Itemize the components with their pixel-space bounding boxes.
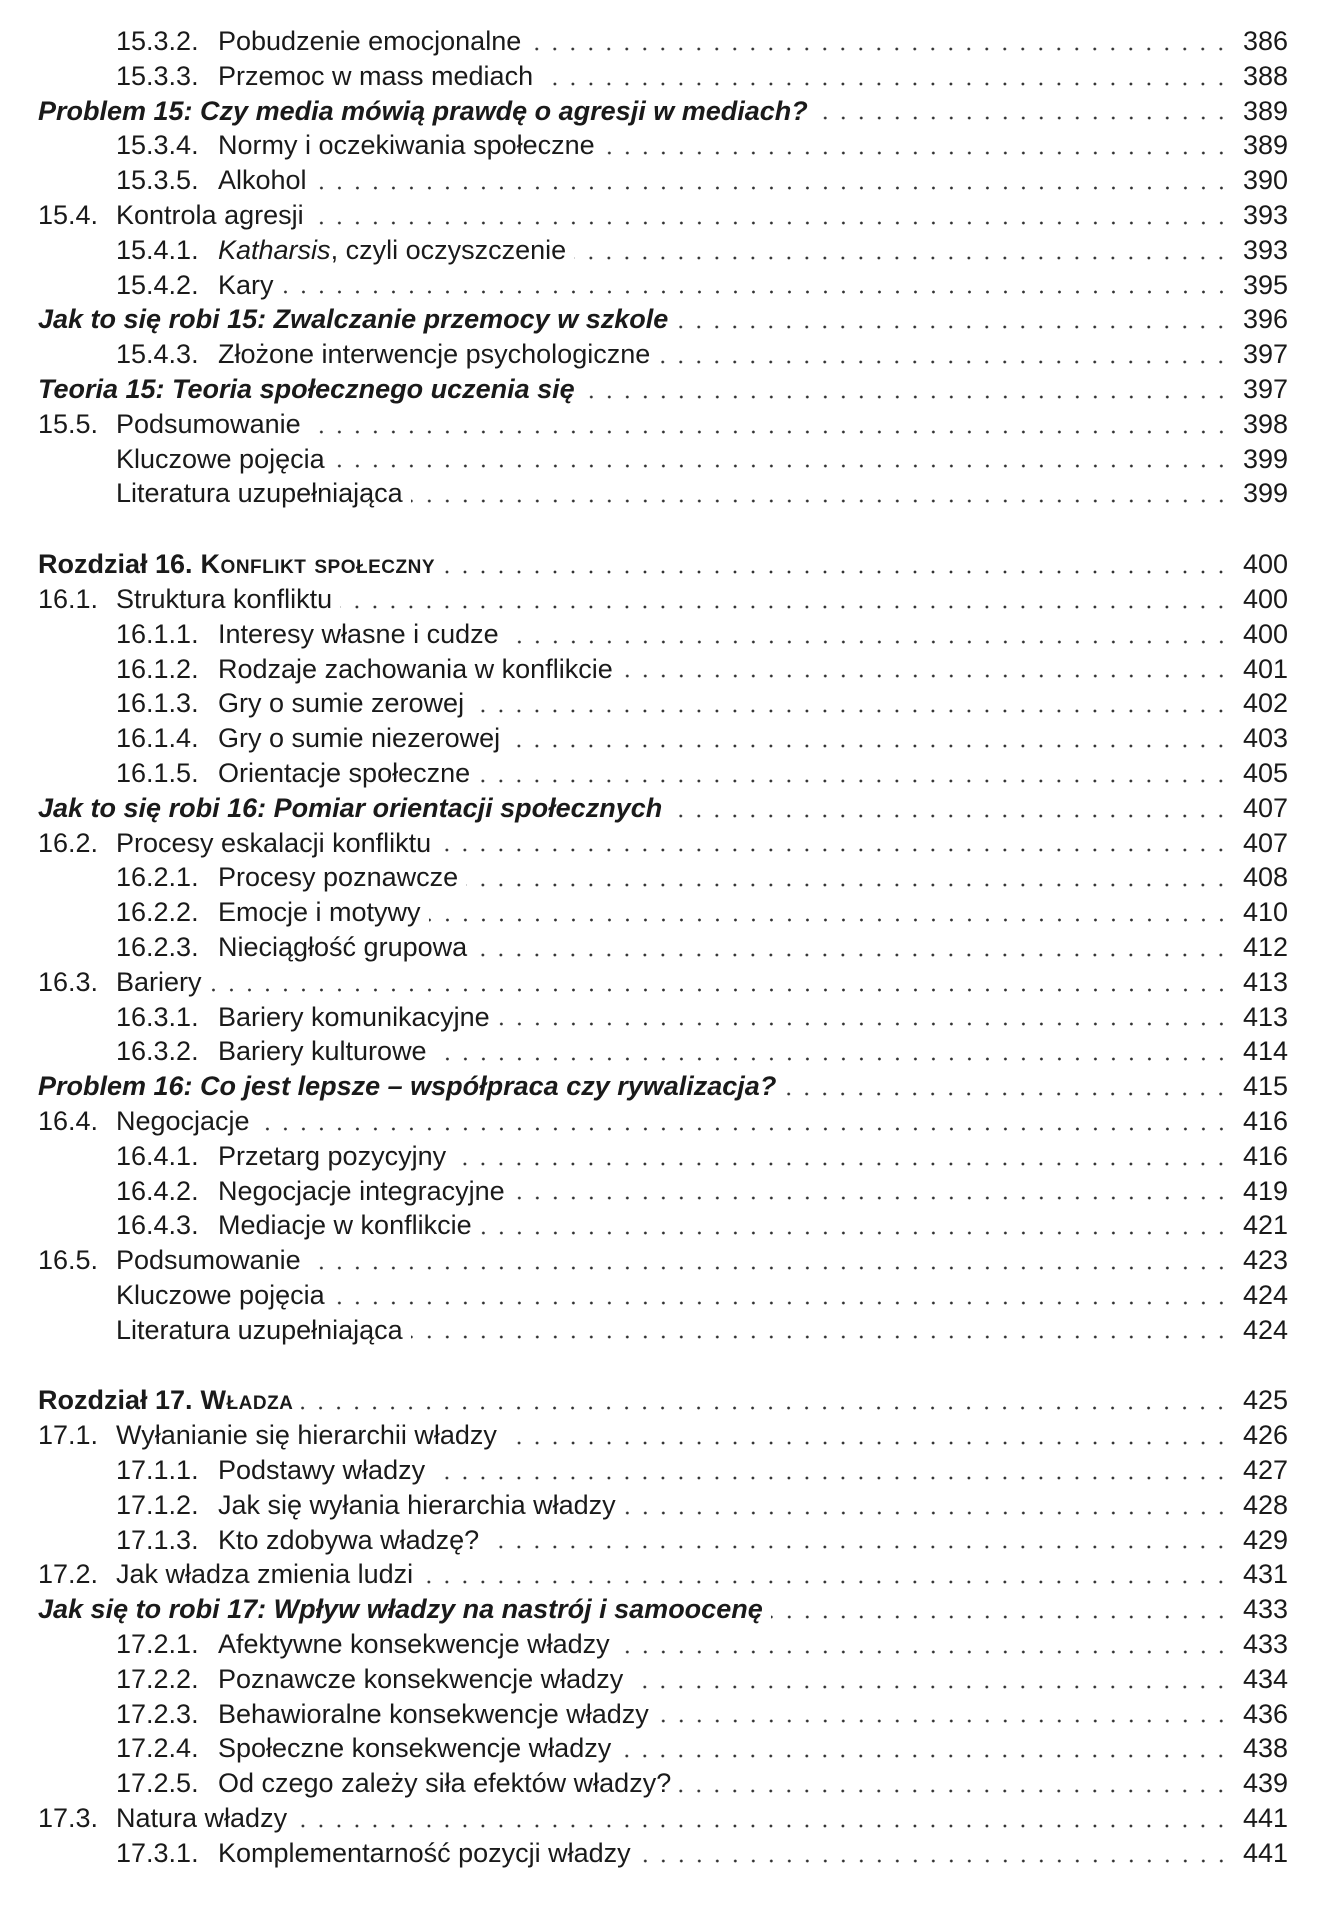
page-number: 393 — [1242, 234, 1288, 265]
entry-number: 16.3. — [38, 966, 99, 997]
toc-entry — [38, 442, 1288, 477]
entry-title: Struktura konfliktu — [116, 583, 333, 614]
table-of-contents — [38, 24, 1288, 1871]
entry-title: Kary — [218, 269, 274, 300]
dot-leader — [295, 1824, 1230, 1828]
dot-leader — [312, 221, 1230, 225]
dot-leader — [309, 1266, 1230, 1270]
entry-number: 16.1.2. — [116, 653, 199, 684]
dot-leader — [618, 1650, 1230, 1654]
entry-number: 15.4. — [38, 199, 99, 230]
entry-number: 17.3.1. — [116, 1837, 199, 1868]
toc-entry — [38, 1104, 1288, 1139]
page-number: 399 — [1242, 443, 1288, 474]
toc-entry — [38, 756, 1288, 791]
entry-number: Rozdział 17. — [38, 1385, 193, 1416]
entry-title: Afektywne konsekwencje władzy — [218, 1629, 610, 1660]
entry-title: Jak się wyłania hierarchia władzy — [218, 1489, 616, 1520]
dot-leader — [784, 1092, 1230, 1096]
toc-entry — [38, 1488, 1288, 1523]
entry-number: 17.2.5. — [116, 1768, 199, 1799]
dot-leader — [333, 464, 1230, 468]
entry-number: 16.1.3. — [116, 688, 199, 719]
entry-number: 17.1.3. — [116, 1524, 199, 1555]
toc-entry — [38, 1139, 1288, 1174]
dot-leader — [478, 779, 1230, 783]
dot-leader — [475, 953, 1230, 957]
entry-title: Bariery kulturowe — [218, 1036, 427, 1067]
page-number: 389 — [1242, 95, 1288, 126]
dot-leader — [210, 988, 1230, 992]
page-number: 423 — [1242, 1245, 1288, 1276]
entry-title: Od czego zależy siła efektów władzy? — [218, 1768, 672, 1799]
entry-number: 15.5. — [38, 408, 99, 439]
page-number: 402 — [1242, 688, 1288, 719]
dot-leader — [619, 1754, 1230, 1758]
entry-title: Interesy własne i cudze — [218, 618, 499, 649]
entry-title: Podstawy władzy — [218, 1455, 426, 1486]
dot-leader — [340, 605, 1230, 609]
dot-leader — [621, 674, 1230, 678]
toc-entry — [38, 1731, 1288, 1766]
entry-title: Kontrola agresji — [116, 199, 304, 230]
dot-leader — [529, 47, 1230, 51]
page-number: 413 — [1242, 966, 1288, 997]
dot-leader — [333, 1301, 1230, 1305]
dot-leader — [439, 848, 1230, 852]
page-number: 413 — [1242, 1001, 1288, 1032]
dot-leader — [670, 814, 1230, 818]
dot-leader — [258, 1127, 1230, 1131]
entry-title: Behawioralne konsekwencje władzy — [218, 1698, 649, 1729]
entry-number: 15.4.1. — [116, 234, 199, 265]
entry-number: 16.2.3. — [116, 931, 199, 962]
page-number: 424 — [1242, 1314, 1288, 1345]
page-number: 415 — [1242, 1071, 1288, 1102]
entry-number: 16.4.1. — [116, 1140, 199, 1171]
entry-title: Złożone interwencje psychologiczne — [218, 339, 651, 370]
dot-leader — [433, 1476, 1230, 1480]
dot-leader — [443, 570, 1230, 574]
toc-entry — [38, 1627, 1288, 1662]
entry-number: 16.2.1. — [116, 862, 199, 893]
page-number: 396 — [1242, 304, 1288, 335]
toc-entry — [38, 1174, 1288, 1209]
entry-title: Mediacje w konflikcie — [218, 1210, 472, 1241]
entry-title: Kluczowe pojęcia — [116, 443, 325, 474]
toc-entry — [38, 163, 1288, 198]
toc-entry — [38, 407, 1288, 442]
dot-leader — [583, 395, 1230, 399]
dot-leader — [421, 1580, 1230, 1584]
dot-leader — [498, 1022, 1230, 1026]
entry-title: Społeczne konsekwencje władzy — [218, 1733, 612, 1764]
dot-leader — [315, 186, 1230, 190]
page-number: 393 — [1242, 199, 1288, 230]
page-number: 388 — [1242, 60, 1288, 91]
dot-leader — [679, 1789, 1230, 1793]
toc-entry — [38, 1801, 1288, 1836]
toc-entry — [38, 198, 1288, 233]
entry-title: Problem 16: Co jest lepsze – współpraca czy rywalizacja? — [38, 1071, 777, 1102]
toc-entry — [38, 1208, 1288, 1243]
toc-entry — [38, 582, 1288, 617]
page-number: 438 — [1242, 1733, 1288, 1764]
page-number: 433 — [1242, 1594, 1288, 1625]
toc-entry — [38, 895, 1288, 930]
entry-number: 15.3.3. — [116, 60, 199, 91]
dot-leader — [309, 430, 1230, 434]
toc-entry — [38, 826, 1288, 861]
toc-entry — [38, 1000, 1288, 1035]
dot-leader — [639, 1859, 1230, 1863]
dot-leader — [603, 151, 1230, 155]
dot-leader — [429, 918, 1230, 922]
toc-entry — [38, 1313, 1288, 1348]
dot-leader — [505, 1441, 1230, 1445]
entry-number: 15.3.5. — [116, 165, 199, 196]
page-number: 405 — [1242, 757, 1288, 788]
entry-title: Gry o sumie zerowej — [218, 688, 465, 719]
toc-entry — [38, 1697, 1288, 1732]
toc-entry — [38, 1243, 1288, 1278]
dot-leader — [631, 1685, 1230, 1689]
dot-leader — [658, 360, 1230, 364]
toc-entry — [38, 965, 1288, 1000]
dot-leader — [816, 116, 1230, 120]
toc-entry — [38, 686, 1288, 721]
entry-number: 16.1.1. — [116, 618, 199, 649]
page-number: 434 — [1242, 1663, 1288, 1694]
entry-title: Bariery komunikacyjne — [218, 1001, 490, 1032]
toc-entry — [38, 1662, 1288, 1697]
entry-title: Emocje i motywy — [218, 897, 421, 928]
toc-entry — [38, 721, 1288, 756]
page-number: 416 — [1242, 1105, 1288, 1136]
dot-leader — [435, 1057, 1230, 1061]
toc-entry — [38, 860, 1288, 895]
entry-title: Negocjacje integracyjne — [218, 1175, 505, 1206]
entry-number: 17.1. — [38, 1420, 99, 1451]
page-number: 390 — [1242, 165, 1288, 196]
toc-entry — [38, 1453, 1288, 1488]
dot-leader — [771, 1615, 1230, 1619]
page-number: 425 — [1242, 1385, 1288, 1416]
entry-number: Rozdział 16. — [38, 549, 193, 580]
toc-entry — [38, 337, 1288, 372]
entry-title: Literatura uzupełniająca — [116, 478, 403, 509]
page-number: 403 — [1242, 723, 1288, 754]
page-number: 400 — [1242, 583, 1288, 614]
entry-title: Teoria 15: Teoria społecznego uczenia się — [38, 373, 575, 404]
entry-number: 16.1.4. — [116, 723, 199, 754]
entry-title: Jak to się robi 16: Pomiar orientacji społecznych — [38, 792, 663, 823]
entry-title-rest: , czyli oczyszczenie — [330, 234, 567, 265]
entry-title: Negocjacje — [116, 1105, 250, 1136]
entry-title: Gry o sumie niezerowej — [218, 723, 501, 754]
entry-number: 17.2.4. — [116, 1733, 199, 1764]
entry-number: 16.2. — [38, 827, 99, 858]
page-number: 407 — [1242, 827, 1288, 858]
entry-title: Jak władza zmienia ludzi — [116, 1559, 414, 1590]
entry-number: 16.1. — [38, 583, 99, 614]
dot-leader — [507, 640, 1230, 644]
entry-number: 17.2.2. — [116, 1663, 199, 1694]
page-number: 441 — [1242, 1803, 1288, 1834]
toc-entry — [38, 1766, 1288, 1801]
entry-title: Jak to się robi 15: Zwalczanie przemocy w szkole — [38, 304, 669, 335]
entry-number: 16.4.2. — [116, 1175, 199, 1206]
entry-title: Jak się to robi 17: Wpływ władzy na nastrój i samoocenę — [38, 1594, 763, 1625]
entry-title: Normy i oczekiwania społeczne — [218, 130, 595, 161]
dot-leader — [466, 883, 1230, 887]
entry-number: 17.2.3. — [116, 1698, 199, 1729]
dot-leader — [624, 1511, 1230, 1515]
toc-entry — [38, 476, 1288, 511]
page-number: 441 — [1242, 1837, 1288, 1868]
page-number: 428 — [1242, 1489, 1288, 1520]
toc-entry — [38, 1034, 1288, 1069]
toc-entry — [38, 128, 1288, 163]
toc-entry — [38, 1836, 1288, 1871]
page-number: 416 — [1242, 1140, 1288, 1171]
entry-title: Procesy poznawcze — [218, 862, 459, 893]
page-number: 421 — [1242, 1210, 1288, 1241]
toc-entry — [38, 94, 1288, 129]
page-number: 397 — [1242, 339, 1288, 370]
entry-title: Konflikt społeczny — [200, 549, 435, 580]
page-number: 439 — [1242, 1768, 1288, 1799]
entry-title: Władza — [200, 1385, 294, 1416]
entry-number: 16.3.2. — [116, 1036, 199, 1067]
entry-title: Wyłanianie się hierarchii władzy — [116, 1420, 497, 1451]
entry-number: 16.4. — [38, 1105, 99, 1136]
entry-title: Rodzaje zachowania w konflikcie — [218, 653, 613, 684]
dot-leader — [282, 290, 1230, 294]
toc-entry — [38, 268, 1288, 303]
page-number: 429 — [1242, 1524, 1288, 1555]
toc-entry — [38, 1383, 1288, 1418]
page-number: 424 — [1242, 1279, 1288, 1310]
entry-number: 16.1.5. — [116, 757, 199, 788]
toc-entry — [38, 1069, 1288, 1104]
page-number: 400 — [1242, 549, 1288, 580]
entry-number: 15.4.3. — [116, 339, 199, 370]
toc-entry — [38, 1418, 1288, 1453]
entry-number: 17.3. — [38, 1803, 99, 1834]
page-number: 401 — [1242, 653, 1288, 684]
entry-title: Przemoc w mass mediach — [218, 60, 534, 91]
entry-number: 17.1.2. — [116, 1489, 199, 1520]
page-number: 433 — [1242, 1629, 1288, 1660]
entry-title: Kto zdobywa władzę? — [218, 1524, 480, 1555]
page-number: 426 — [1242, 1420, 1288, 1451]
page-number: 436 — [1242, 1698, 1288, 1729]
entry-title: Przetarg pozycyjny — [218, 1140, 447, 1171]
entry-title: Bariery — [116, 966, 202, 997]
page-number: 408 — [1242, 862, 1288, 893]
page-number: 389 — [1242, 130, 1288, 161]
dot-leader — [574, 256, 1230, 260]
entry-title: Podsumowanie — [116, 408, 301, 439]
entry-title: Alkohol — [218, 165, 307, 196]
dot-leader — [508, 744, 1230, 748]
entry-title — [218, 233, 566, 268]
toc-entry — [38, 617, 1288, 652]
page-number: 397 — [1242, 373, 1288, 404]
entry-title: Pobudzenie emocjonalne — [218, 26, 522, 56]
dot-leader — [411, 1335, 1230, 1339]
dot-leader — [487, 1545, 1230, 1549]
toc-entry — [38, 1523, 1288, 1558]
page-number: 395 — [1242, 269, 1288, 300]
page-number: 410 — [1242, 897, 1288, 928]
entry-number: 16.2.2. — [116, 897, 199, 928]
page-number: 400 — [1242, 618, 1288, 649]
entry-title: Procesy eskalacji konfliktu — [116, 827, 432, 858]
entry-number: 17.1.1. — [116, 1455, 199, 1486]
entry-title: Literatura uzupełniająca — [116, 1314, 403, 1345]
page-number: 412 — [1242, 931, 1288, 962]
toc-entry — [38, 59, 1288, 94]
toc-entry — [38, 24, 1288, 59]
page-number: 386 — [1242, 26, 1288, 56]
entry-title: Problem 15: Czy media mówią prawdę o agresji w mediach? — [38, 95, 808, 126]
dot-leader — [411, 499, 1230, 503]
entry-number: 15.3.2. — [116, 26, 199, 56]
entry-number: 16.3.1. — [116, 1001, 199, 1032]
toc-entry — [38, 372, 1288, 407]
toc-entry — [38, 1592, 1288, 1627]
toc-entry — [38, 1278, 1288, 1313]
entry-title: Komplementarność pozycji władzy — [218, 1837, 631, 1868]
entry-number: 15.4.2. — [116, 269, 199, 300]
entry-number: 16.4.3. — [116, 1210, 199, 1241]
entry-title: Poznawcze konsekwencje władzy — [218, 1663, 624, 1694]
toc-entry — [38, 233, 1288, 268]
toc-entry — [38, 652, 1288, 687]
dot-leader — [301, 1406, 1230, 1410]
page-number: 399 — [1242, 478, 1288, 509]
dot-leader — [513, 1196, 1230, 1200]
page-number: 427 — [1242, 1455, 1288, 1486]
toc-entry — [38, 930, 1288, 965]
entry-title: Podsumowanie — [116, 1245, 301, 1276]
page-number: 431 — [1242, 1559, 1288, 1590]
entry-number: 15.3.4. — [116, 130, 199, 161]
toc-entry — [38, 547, 1288, 582]
entry-title: Orientacje społeczne — [218, 757, 471, 788]
entry-number: 17.2.1. — [116, 1629, 199, 1660]
entry-title: Natura władzy — [116, 1803, 288, 1834]
page-number: 398 — [1242, 408, 1288, 439]
dot-leader — [676, 325, 1230, 329]
dot-leader — [472, 709, 1230, 713]
entry-number: 17.2. — [38, 1559, 99, 1590]
toc-entry — [38, 1557, 1288, 1592]
toc-entry — [38, 302, 1288, 337]
entry-title-italic: Katharsis — [218, 234, 331, 265]
dot-leader — [657, 1719, 1230, 1723]
page-number: 407 — [1242, 792, 1288, 823]
entry-title: Kluczowe pojęcia — [116, 1279, 325, 1310]
dot-leader — [541, 82, 1230, 86]
entry-title: Nieciągłość grupowa — [218, 931, 468, 962]
dot-leader — [454, 1162, 1230, 1166]
toc-entry — [38, 791, 1288, 826]
entry-number: 16.5. — [38, 1245, 99, 1276]
dot-leader — [480, 1231, 1230, 1235]
page-number: 419 — [1242, 1175, 1288, 1206]
page-number: 414 — [1242, 1036, 1288, 1067]
